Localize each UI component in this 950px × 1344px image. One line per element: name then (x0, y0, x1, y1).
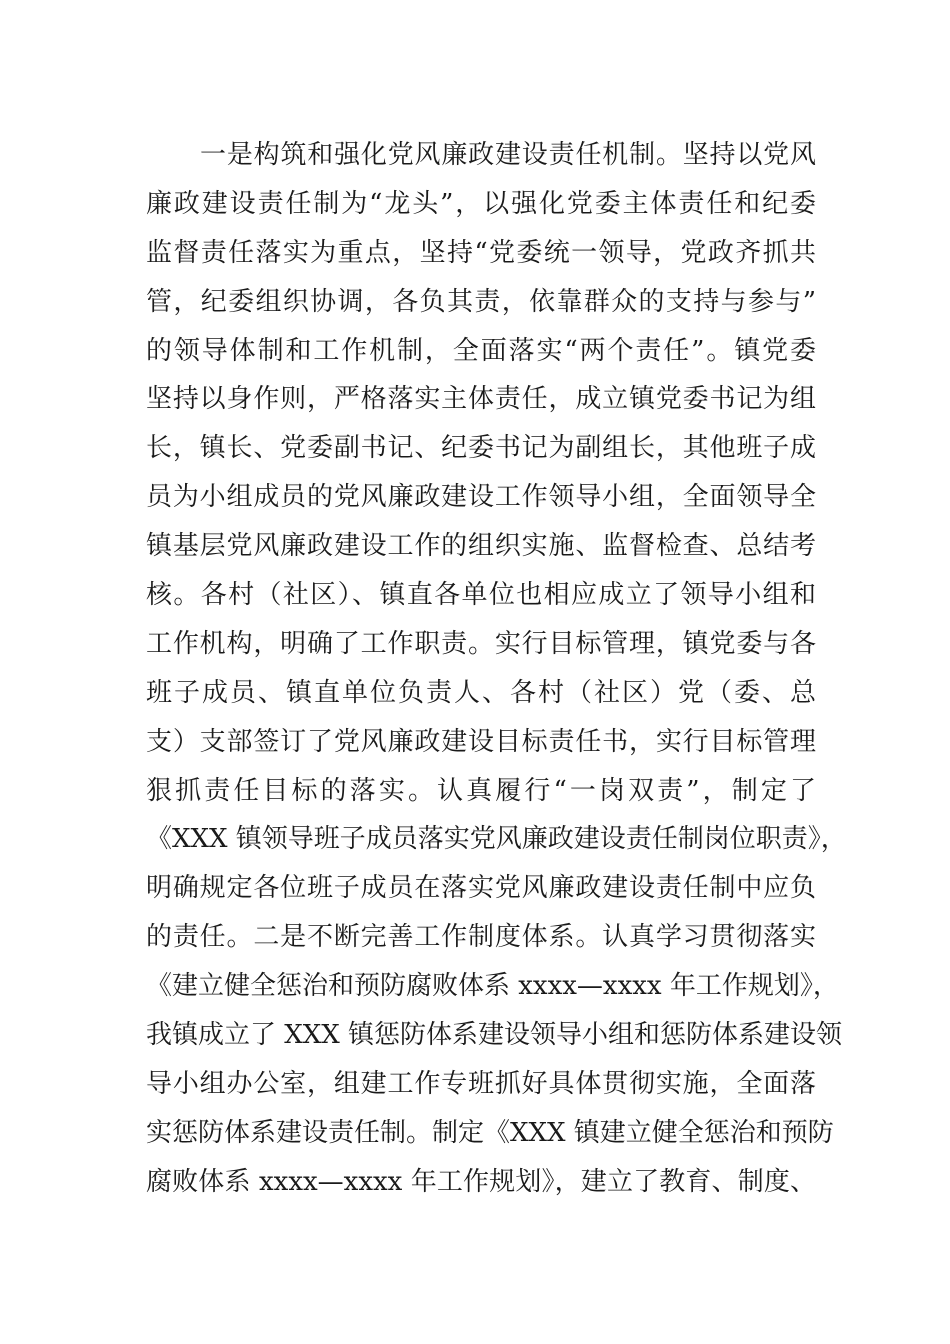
text-line: 的领导体制和工作机制，全面落实“两个责任”。镇党委 (146, 335, 816, 366)
text-line: 导小组办公室，组建工作专班抓好具体贯彻实施，全面落 (146, 1068, 816, 1099)
text-line: 坚持以身作则，严格落实主体责任，成立镇党委书记为组 (146, 384, 816, 415)
text-line: 明确规定各位班子成员在落实党风廉政建设责任制中应负 (146, 873, 816, 904)
text-line: 我镇成立了 XXX 镇惩防体系建设领导小组和惩防体系建设领 (146, 1020, 843, 1051)
text-line: 镇基层党风廉政建设工作的组织实施、监督检查、总结考 (146, 531, 816, 562)
text-line: 工作机构，明确了工作职责。实行目标管理，镇党委与各 (146, 628, 816, 659)
text-line: 腐败体系 xxxx—xxxx 年工作规划》，建立了教育、制度、 (146, 1166, 816, 1197)
text-line: 实惩防体系建设责任制。制定《XXX 镇建立健全惩治和预防 (146, 1117, 834, 1148)
text-line: 狠抓责任目标的落实。认真履行“一岗双责”，制定了 (146, 775, 816, 806)
text-line: 班子成员、镇直单位负责人、各村（社区）党（委、总 (146, 677, 816, 708)
text-line: 管，纪委组织协调，各负其责，依靠群众的支持与参与” (146, 286, 816, 317)
text-line: 廉政建设责任制为“龙头”，以强化党委主体责任和纪委 (146, 188, 816, 219)
text-line: 一是构筑和强化党风廉政建设责任机制。坚持以党风 (200, 140, 816, 170)
text-line: 支）支部签订了党风廉政建设目标责任书，实行目标管理 (146, 726, 816, 757)
text-line: 《XXX 镇领导班子成员落实党风廉政建设责任制岗位职责》， (146, 824, 847, 855)
text-line: 员为小组成员的党风廉政建设工作领导小组，全面领导全 (146, 482, 816, 513)
body-paragraph (146, 131, 847, 1207)
text-line: 核。各村（社区）、镇直各单位也相应成立了领导小组和 (146, 580, 816, 611)
text-line: 《建立健全惩治和预防腐败体系 xxxx—xxxx 年工作规划》， (146, 971, 839, 1002)
text-line: 的责任。二是不断完善工作制度体系。认真学习贯彻落实 (146, 922, 816, 953)
text-line: 监督责任落实为重点，坚持“党委统一领导，党政齐抓共 (146, 237, 816, 268)
text-line: 长，镇长、党委副书记、纪委书记为副组长，其他班子成 (146, 433, 816, 464)
